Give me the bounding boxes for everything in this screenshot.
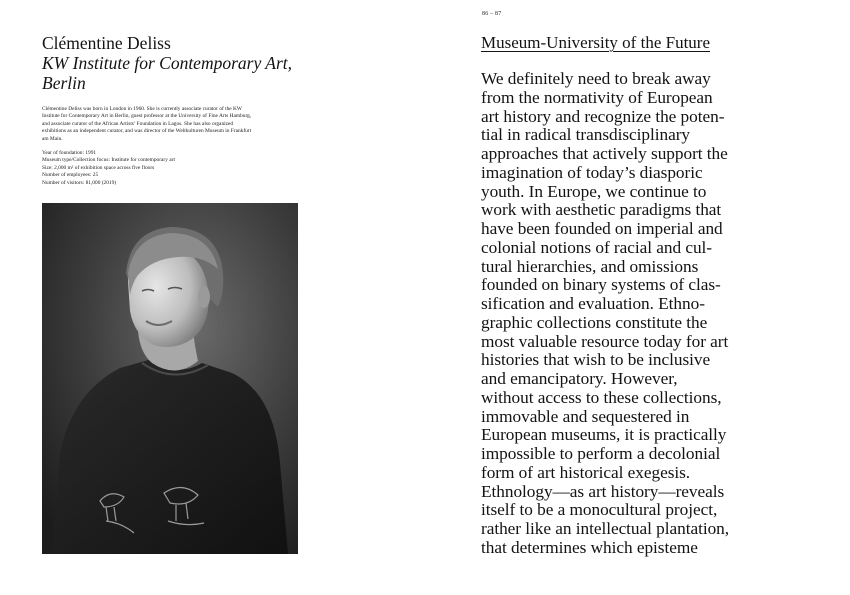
biography bbox=[42, 106, 302, 143]
institution-line-2: Berlin bbox=[42, 73, 86, 93]
essay-line: and emancipatory. However, bbox=[481, 369, 678, 388]
essay-line: graphic collections constitute the bbox=[481, 312, 708, 332]
essay-line: approaches that actively support the bbox=[481, 144, 728, 163]
essay-line: histories that wish to be inclusive bbox=[481, 350, 711, 370]
bio-line: Institute for Contemporary Art in Berlin, guest professor at the University of Fine Arts Hamburg, bbox=[42, 113, 252, 120]
bio-line: am Main. bbox=[42, 135, 63, 142]
profile-column bbox=[42, 33, 302, 187]
essay-line: impossible to perform a decolonial bbox=[481, 444, 721, 463]
essay-body bbox=[481, 70, 771, 558]
portrait-photo bbox=[42, 203, 298, 554]
essay-line: from the normativity of European bbox=[481, 87, 713, 107]
fact-size: Size: 2,000 m² of exhibition space across five floors bbox=[42, 164, 155, 171]
essay-title: Museum-University of the Future bbox=[481, 33, 710, 52]
essay-column bbox=[481, 33, 771, 558]
essay-line: sification and evaluation. Ethno- bbox=[481, 294, 705, 313]
essay-line: art history and recognize the poten- bbox=[481, 106, 725, 126]
fact-employees: Number of employees: 25 bbox=[42, 172, 99, 179]
page-numbers: 86 – 87 bbox=[482, 11, 502, 17]
bio-line: and associate curator of the African Artists’ Foundation in Lagos. She has also organized bbox=[42, 120, 234, 127]
fact-visitors: Number of visitors: 81,000 (2019) bbox=[42, 179, 117, 186]
essay-line: founded on binary systems of clas- bbox=[481, 275, 721, 295]
essay-line: colonial notions of racial and cul- bbox=[481, 237, 712, 257]
essay-line: rather like an intellectual plantation, bbox=[481, 519, 730, 538]
museum-facts bbox=[42, 150, 302, 187]
essay-line: have been founded on imperial and bbox=[481, 219, 723, 238]
essay-line: work with aesthetic paradigms that bbox=[481, 200, 722, 220]
essay-line: Ethnology—as art history—reveals bbox=[481, 481, 725, 501]
essay-line: tural hierarchies, and omissions bbox=[481, 256, 699, 276]
person-name: Clémentine Deliss bbox=[42, 33, 171, 53]
fact-foundation: Year of foundation: 1991 bbox=[42, 150, 97, 157]
essay-line: youth. In Europe, we continue to bbox=[481, 181, 707, 201]
bio-line: Clémentine Deliss was born in London in 1960. She is currently associate curator of the KW bbox=[42, 106, 243, 112]
essay-line: that determines which episteme bbox=[481, 537, 698, 557]
fact-museum-type: Museum type/Collection focus: Institute for contemporary art bbox=[42, 157, 175, 164]
essay-line: most valuable resource today for art bbox=[481, 331, 729, 351]
essay-line: European museums, it is practically bbox=[481, 425, 727, 445]
essay-line: without access to these collections, bbox=[481, 387, 722, 407]
essay-line: We definitely need to break away bbox=[481, 69, 711, 88]
institution-line-1: KW Institute for Contemporary Art, bbox=[42, 53, 293, 73]
essay-line: tial in radical transdisciplinary bbox=[481, 125, 691, 145]
essay-line: form of art historical exegesis. bbox=[481, 462, 691, 482]
essay-line: itself to be a monocultural project, bbox=[481, 500, 718, 520]
essay-line: immovable and sequestered in bbox=[481, 406, 690, 426]
institution-name bbox=[42, 53, 302, 93]
essay-line: imagination of today’s diasporic bbox=[481, 162, 703, 182]
bio-line: exhibitions as an independent curator, and was director of the Weltkulturen Museum in Frankfurt bbox=[42, 128, 252, 135]
